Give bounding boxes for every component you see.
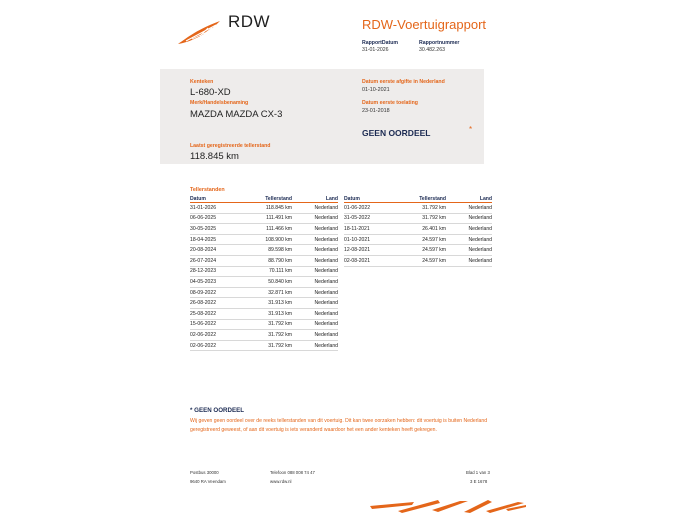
make-value: MAZDA MAZDA CX-3 [190,109,283,120]
col-land-header: Land [294,195,338,203]
row-km: 108.900 km [236,234,294,245]
verdict-badge: GEEN OORDEEL [362,128,431,138]
col-km-header: Tellerstand [236,195,294,203]
row-date: 02-06-2022 [190,340,236,351]
report-title: RDW-Voertuigrapport [362,17,487,32]
table-row [190,298,338,309]
first-nl-value: 01-10-2021 [362,87,390,93]
col-land-header: Land [448,195,492,203]
table-row [190,266,338,277]
odometer-value: 118.845 km [190,151,239,162]
row-date: 18-04-2025 [190,234,236,245]
row-km: 31.792 km [390,213,448,224]
col-km-header: Tellerstand [390,195,448,203]
table-row [190,277,338,288]
row-land: Nederland [448,255,492,266]
row-date: 25-08-2022 [190,308,236,319]
row-land: Nederland [294,330,338,341]
table-row [344,203,492,214]
row-land: Nederland [294,255,338,266]
row-land: Nederland [294,277,338,288]
table-row [190,319,338,330]
row-km: 31.792 km [390,203,448,214]
row-date: 15-06-2022 [190,319,236,330]
row-km: 32.871 km [236,287,294,298]
footer-address-line2: 9640 RA Veendam [190,479,226,484]
row-date: 04-05-2023 [190,277,236,288]
row-land: Nederland [294,340,338,351]
row-date: 28-12-2023 [190,266,236,277]
footer-address-line1: Postbus 30000 [190,470,219,475]
row-land: Nederland [448,213,492,224]
col-date-header: Datum [344,195,390,203]
row-land: Nederland [294,224,338,235]
odometer-section-title: Tellerstanden [190,187,225,193]
footer-website[interactable]: www.rdw.nl [270,479,292,484]
row-land: Nederland [448,234,492,245]
verdict-marker: * [469,125,473,134]
table-row [344,245,492,256]
footer-page-number: Blad 1 van 3 [466,470,490,475]
report-date: 31-01-2026 [362,47,389,53]
row-km: 89.598 km [236,245,294,256]
footer-code: 3 E 1678 [470,479,488,484]
row-land: Nederland [294,213,338,224]
row-land: Nederland [294,234,338,245]
row-date: 26-08-2022 [190,298,236,309]
row-km: 24.597 km [390,245,448,256]
table-row [344,224,492,235]
table-row [190,234,338,245]
row-km: 111.466 km [236,224,294,235]
row-date: 06-06-2025 [190,213,236,224]
row-land: Nederland [294,319,338,330]
note-text: Wij geven geen oordeel over de reeks tellerstanden van dit voertuig. Dit kan twee oorzaken hebben: dit voertuig is buiten Nederland geregistreerd geweest, of aan dit voertuig is iets veranderd waardoor het een ander kenteken heeft gekregen. [190,418,488,433]
odometer-label: Laatst geregistreerde tellerstand [190,143,271,149]
row-date: 01-06-2022 [344,203,390,214]
row-km: 31.792 km [236,340,294,351]
table-row [190,203,338,214]
row-km: 31.792 km [236,319,294,330]
row-land: Nederland [448,224,492,235]
col-date-header: Datum [190,195,236,203]
row-km: 26.401 km [390,224,448,235]
row-land: Nederland [448,245,492,256]
row-land: Nederland [294,266,338,277]
row-date: 08-09-2022 [190,287,236,298]
rdw-logo-icon [176,19,224,47]
table-row [344,234,492,245]
row-date: 26-07-2024 [190,255,236,266]
table-row [190,213,338,224]
plate-value: L-680-XD [190,87,231,98]
logo-text: RDW [228,12,271,31]
decorative-stripes-icon [368,496,528,514]
row-land: Nederland [294,308,338,319]
first-admission-value: 23-01-2018 [362,108,390,114]
row-date: 02-06-2022 [190,330,236,341]
first-admission-label: Datum eerste toelating [362,100,418,106]
row-date: 18-11-2021 [344,224,390,235]
table-row [344,213,492,224]
make-label: Merk/Handelsbenaming [190,100,249,106]
row-km: 24.597 km [390,255,448,266]
report-number-label: Rapportnummer [419,40,460,46]
report-date-label: RapportDatum [362,40,399,46]
row-km: 31.792 km [236,330,294,341]
row-date: 31-01-2026 [190,203,236,214]
row-km: 50.840 km [236,277,294,288]
report-number: 30.482.263 [419,47,445,53]
row-date: 02-08-2021 [344,255,390,266]
table-row [190,287,338,298]
odometer-table-left [190,195,338,351]
row-km: 118.845 km [236,203,294,214]
row-km: 24.597 km [390,234,448,245]
footer-phone: Telefoon 088 008 74 47 [270,470,315,475]
table-row [190,340,338,351]
note-title: * GEEN OORDEEL [190,407,244,414]
row-km: 88.790 km [236,255,294,266]
row-land: Nederland [294,287,338,298]
row-km: 31.913 km [236,308,294,319]
table-row [190,224,338,235]
row-km: 111.491 km [236,213,294,224]
table-row [190,330,338,341]
table-row [190,308,338,319]
plate-label: Kenteken [190,79,214,85]
row-date: 31-05-2022 [344,213,390,224]
first-nl-label: Datum eerste afgifte in Nederland [362,79,445,85]
table-row [190,245,338,256]
row-date: 20-08-2024 [190,245,236,256]
odometer-table-right [344,195,492,267]
row-land: Nederland [294,245,338,256]
row-date: 01-10-2021 [344,234,390,245]
row-land: Nederland [448,203,492,214]
row-km: 70.111 km [236,266,294,277]
table-row [344,255,492,266]
row-date: 12-08-2021 [344,245,390,256]
row-land: Nederland [294,203,338,214]
table-row [190,255,338,266]
row-land: Nederland [294,298,338,309]
row-date: 30-05-2025 [190,224,236,235]
row-km: 31.913 km [236,298,294,309]
